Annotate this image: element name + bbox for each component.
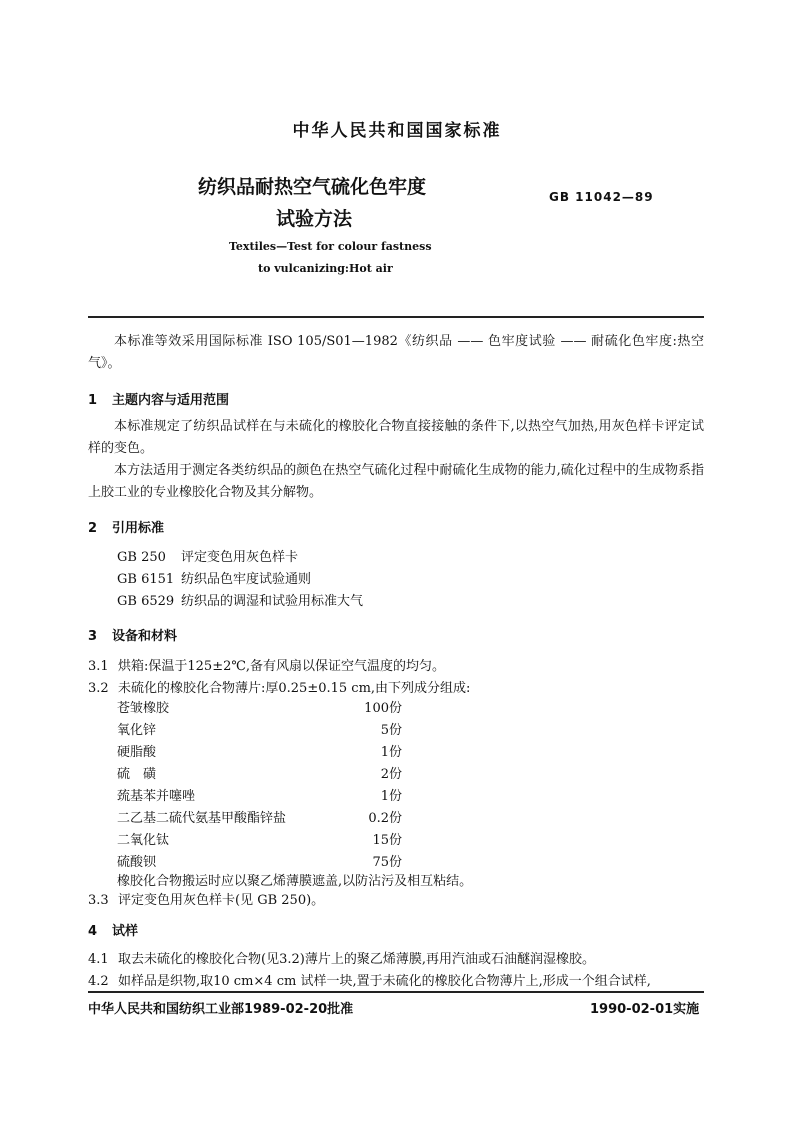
header-divider (88, 316, 704, 318)
footer-divider (88, 991, 704, 993)
clause-3-2-note: 橡胶化合物搬运时应以聚乙烯薄膜遮盖,以防沾污及相互粘结。 (117, 874, 473, 889)
section-1-title: 主题内容与适用范围 (112, 393, 230, 408)
clause-number: 3.2 (88, 681, 109, 696)
component-amount: 1份 (380, 745, 402, 760)
section-3-title: 设备和材料 (112, 629, 178, 644)
section-2-heading (88, 517, 164, 536)
reference-item (117, 590, 363, 609)
section-1-paragraph-2: 本方法适用于测定各类纺织品的颜色在热空气硫化过程中耐硫化生成物的能力,硫化过程中的生成物系指上胶工业的专业橡胶化合物及其分解物。 (88, 463, 704, 500)
reference-item (117, 546, 298, 565)
component-amount: 75份 (372, 855, 402, 870)
section-3-heading (88, 625, 177, 644)
clause-number: 4.1 (88, 952, 109, 967)
clause-text: 烘箱:保温于125±2℃,备有风扇以保证空气温度的均匀。 (118, 659, 446, 674)
component-amount: 1份 (380, 789, 402, 804)
component-name: 氧化锌 (117, 723, 157, 738)
intro-paragraph: 本标准等效采用国际标准 ISO 105/S01—1982《纺织品 —— 色牢度试验 —— 耐硫化色牢度:热空气》。 (88, 334, 704, 371)
reference-title: 纺织品色牢度试验通则 (181, 572, 312, 587)
clause-text: 未硫化的橡胶化合物薄片:厚0.25±0.15 cm,由下列成分组成: (118, 681, 471, 696)
clause-3-3 (88, 889, 324, 908)
standard-code: GB 11042—89 (549, 190, 654, 204)
clause-text: 取去未硫化的橡胶化合物(见3.2)薄片上的聚乙烯薄膜,再用汽油或石油醚润湿橡胶。 (118, 952, 595, 967)
section-2-title: 引用标准 (112, 521, 165, 536)
reference-code: GB 6151 (117, 572, 175, 587)
section-1-number: 1 (88, 393, 98, 408)
english-title-line1: Textiles—Test for colour fastness (229, 240, 432, 253)
reference-title: 纺织品的调湿和试验用标准大气 (181, 594, 364, 609)
component-name: 硫酸钡 (117, 855, 157, 870)
implementation-date: 1990-02-01实施 (590, 1002, 700, 1017)
document-title-line1: 纺织品耐热空气硫化色牢度 (198, 176, 427, 198)
reference-item (117, 568, 311, 587)
document-title-line2: 试验方法 (276, 208, 353, 230)
component-name: 硬脂酸 (117, 745, 157, 760)
component-name: 二乙基二硫代氨基甲酸酯锌盐 (117, 811, 287, 826)
clause-number: 3.3 (88, 893, 109, 908)
clause-4-2 (88, 970, 651, 989)
clause-text: 如样品是织物,取10 cm×4 cm 试样一块,置于未硫化的橡胶化合物薄片上,形成一个组合试样, (118, 974, 651, 989)
section-3-number: 3 (88, 629, 98, 644)
component-name: 二氧化钛 (117, 833, 170, 848)
clause-text: 评定变色用灰色样卡(见 GB 250)。 (118, 893, 325, 908)
component-amount: 0.2份 (368, 811, 402, 826)
section-4-heading (88, 920, 138, 939)
section-1-heading (88, 389, 229, 408)
clause-number: 4.2 (88, 974, 109, 989)
clause-number: 3.1 (88, 659, 109, 674)
component-amount: 2份 (380, 767, 402, 782)
clause-3-1 (88, 655, 445, 674)
reference-code: GB 6529 (117, 594, 175, 609)
component-name: 苍皱橡胶 (117, 701, 170, 716)
section-4-title: 试样 (112, 924, 139, 939)
english-title-line2: to vulcanizing:Hot air (258, 262, 393, 275)
section-1-paragraph-1: 本标准规定了纺织品试样在与未硫化的橡胶化合物直接接触的条件下,以热空气加热,用灰色样卡评定试样的变色。 (88, 419, 704, 456)
clause-4-1 (88, 948, 595, 967)
national-standard-heading: 中华人民共和国国家标准 (292, 121, 502, 141)
reference-code: GB 250 (117, 550, 166, 565)
clause-3-2 (88, 677, 470, 696)
section-2-number: 2 (88, 521, 98, 536)
approval-line: 中华人民共和国纺织工业部1989-02-20批准 (88, 1002, 354, 1017)
component-amount: 5份 (380, 723, 402, 738)
component-name: 巯基苯并噻唑 (117, 789, 196, 804)
component-name: 硫 磺 (117, 767, 157, 782)
component-amount: 100份 (364, 701, 402, 716)
component-amount: 15份 (372, 833, 402, 848)
reference-title: 评定变色用灰色样卡 (181, 550, 299, 565)
section-4-number: 4 (88, 924, 98, 939)
